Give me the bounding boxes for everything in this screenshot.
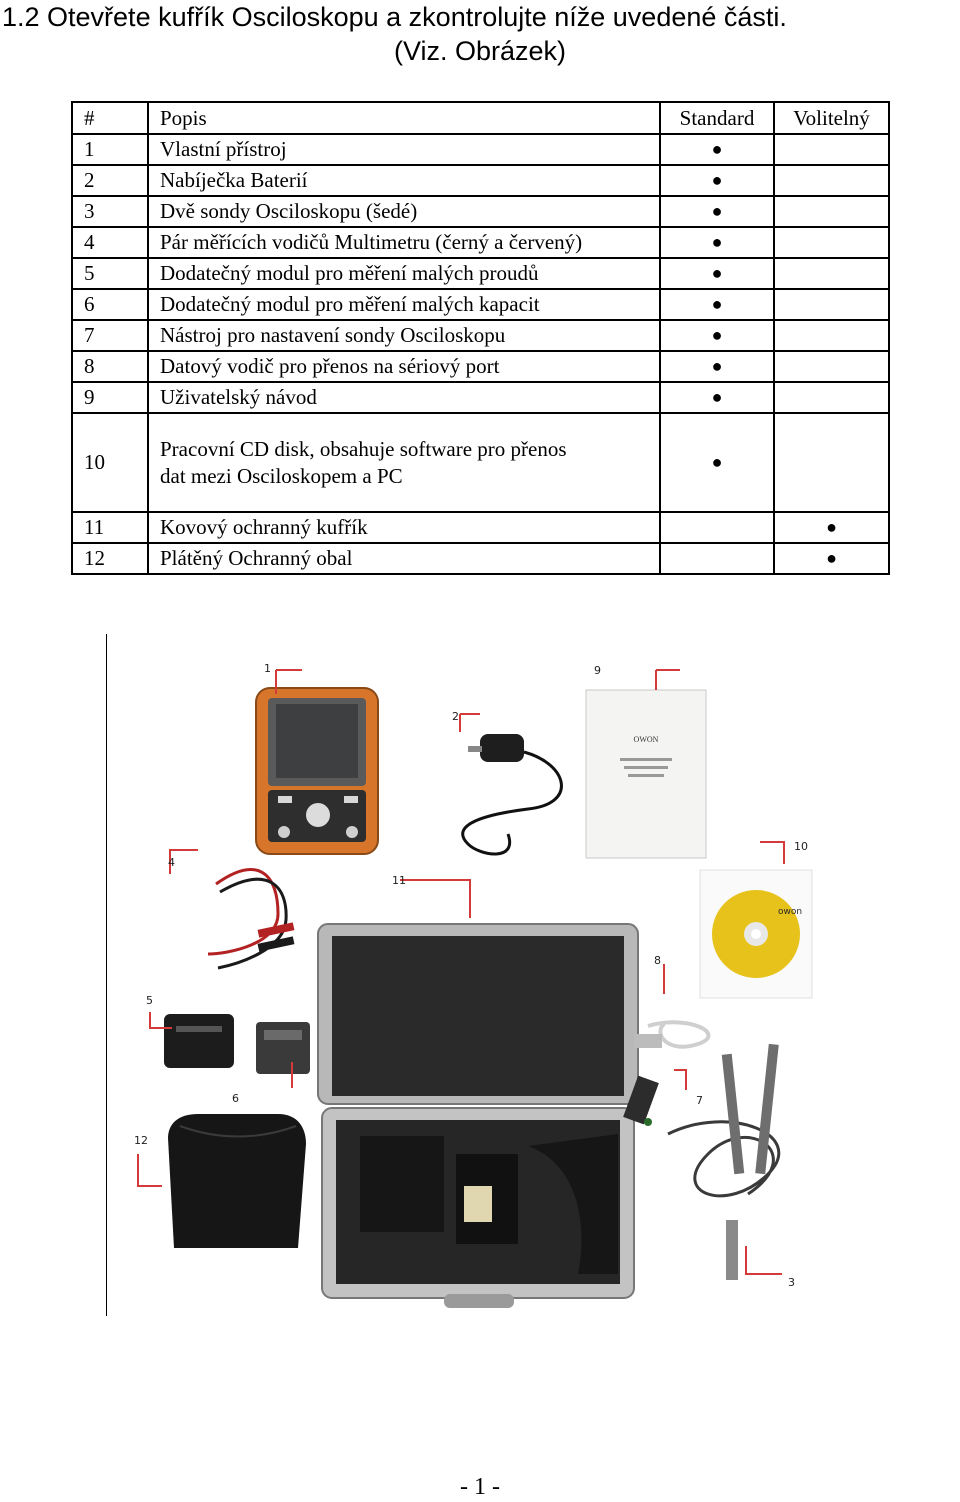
col-header-description: Popis — [148, 102, 660, 134]
table-row — [72, 289, 889, 320]
row-number: 7 — [72, 320, 148, 351]
accessories-photo — [108, 634, 850, 1316]
row-number: 11 — [72, 512, 148, 543]
row-description: Dodatečný modul pro měření malých kapacit — [148, 289, 660, 320]
heading-line-1: 1.2 Otevřete kufřík Osciloskopu a zkontrolujte níže uvedené části. — [2, 2, 787, 32]
callout-6: 6 — [232, 1092, 239, 1105]
user-manual-image — [586, 690, 706, 858]
capacitance-module-image — [256, 1022, 310, 1074]
optional-mark — [774, 382, 889, 413]
table-row — [72, 196, 889, 227]
heading-line-2: (Viz. Obrázek) — [393, 36, 567, 66]
optional-mark — [774, 196, 889, 227]
current-module-image — [164, 1014, 234, 1068]
standard-mark: ● — [660, 227, 774, 258]
row-description: Kovový ochranný kufřík — [148, 512, 660, 543]
row-number: 1 — [72, 134, 148, 165]
col-header-standard: Standard — [660, 102, 774, 134]
standard-mark: ● — [660, 196, 774, 227]
row-number: 9 — [72, 382, 148, 413]
optional-mark — [774, 165, 889, 196]
parts-table — [71, 101, 890, 575]
optional-mark — [774, 227, 889, 258]
callout-7: 7 — [696, 1094, 703, 1107]
standard-mark — [660, 543, 774, 574]
table-row — [72, 512, 889, 543]
optional-mark — [774, 413, 889, 512]
table-row — [72, 134, 889, 165]
row-description: Plátěný Ochranný obal — [148, 543, 660, 574]
row-description — [148, 413, 660, 512]
callout-8: 8 — [654, 954, 661, 967]
callout-9: 9 — [594, 664, 601, 677]
callout-3: 3 — [788, 1276, 795, 1289]
row-description: Nabíječka Baterií — [148, 165, 660, 196]
standard-mark: ● — [660, 258, 774, 289]
col-header-optional: Volitelný — [774, 102, 889, 134]
page-number: - 1 - — [460, 1474, 500, 1500]
standard-mark: ● — [660, 320, 774, 351]
manual-brand-text: OWON — [633, 735, 659, 744]
row-description-line-1: Pracovní CD disk, obsahuje software pro přenos — [160, 436, 567, 461]
table-header-row — [72, 102, 889, 134]
row-description: Nástroj pro nastavení sondy Osciloskopu — [148, 320, 660, 351]
table-row — [72, 258, 889, 289]
row-number: 6 — [72, 289, 148, 320]
row-number: 8 — [72, 351, 148, 382]
soft-pouch-image — [168, 1114, 306, 1248]
table-row — [72, 320, 889, 351]
callout-5: 5 — [146, 994, 153, 1007]
oscilloscope-device-image — [256, 688, 378, 854]
row-number: 4 — [72, 227, 148, 258]
cd-brand-text: owon — [778, 907, 803, 917]
row-description-line-2: dat mezi Osciloskopem a PC — [160, 463, 403, 488]
row-description: Vlastní přístroj — [148, 134, 660, 165]
standard-mark: ● — [660, 413, 774, 512]
optional-mark: ● — [774, 512, 889, 543]
callout-4: 4 — [168, 856, 175, 869]
standard-mark: ● — [660, 382, 774, 413]
row-number: 5 — [72, 258, 148, 289]
callout-12: 12 — [134, 1134, 148, 1147]
table-row — [72, 351, 889, 382]
row-number: 12 — [72, 543, 148, 574]
optional-mark: ● — [774, 543, 889, 574]
standard-mark — [660, 512, 774, 543]
callout-2: 2 — [452, 710, 459, 723]
figure-left-rule — [106, 634, 107, 1316]
row-description: Dvě sondy Osciloskopu (šedé) — [148, 196, 660, 227]
optional-mark — [774, 289, 889, 320]
table-row — [72, 165, 889, 196]
standard-mark: ● — [660, 134, 774, 165]
callout-10: 10 — [794, 840, 808, 853]
standard-mark: ● — [660, 165, 774, 196]
optional-mark — [774, 320, 889, 351]
standard-mark: ● — [660, 351, 774, 382]
col-header-number: # — [72, 102, 148, 134]
standard-mark: ● — [660, 289, 774, 320]
row-description: Dodatečný modul pro měření malých proudů — [148, 258, 660, 289]
callout-11: 11 — [392, 874, 406, 887]
table-row — [72, 543, 889, 574]
row-description: Uživatelský návod — [148, 382, 660, 413]
optional-mark — [774, 351, 889, 382]
row-number: 10 — [72, 413, 148, 512]
row-number: 3 — [72, 196, 148, 227]
optional-mark — [774, 258, 889, 289]
row-description: Datový vodič pro přenos na sériový port — [148, 351, 660, 382]
table-row — [72, 227, 889, 258]
aluminium-case-image — [318, 924, 638, 1308]
optional-mark — [774, 134, 889, 165]
section-heading — [0, 0, 960, 68]
callout-1: 1 — [264, 662, 271, 675]
table-row — [72, 382, 889, 413]
table-row — [72, 413, 889, 512]
row-number: 2 — [72, 165, 148, 196]
cd-disc-image — [700, 870, 812, 998]
row-description: Pár měřících vodičů Multimetru (černý a červený) — [148, 227, 660, 258]
